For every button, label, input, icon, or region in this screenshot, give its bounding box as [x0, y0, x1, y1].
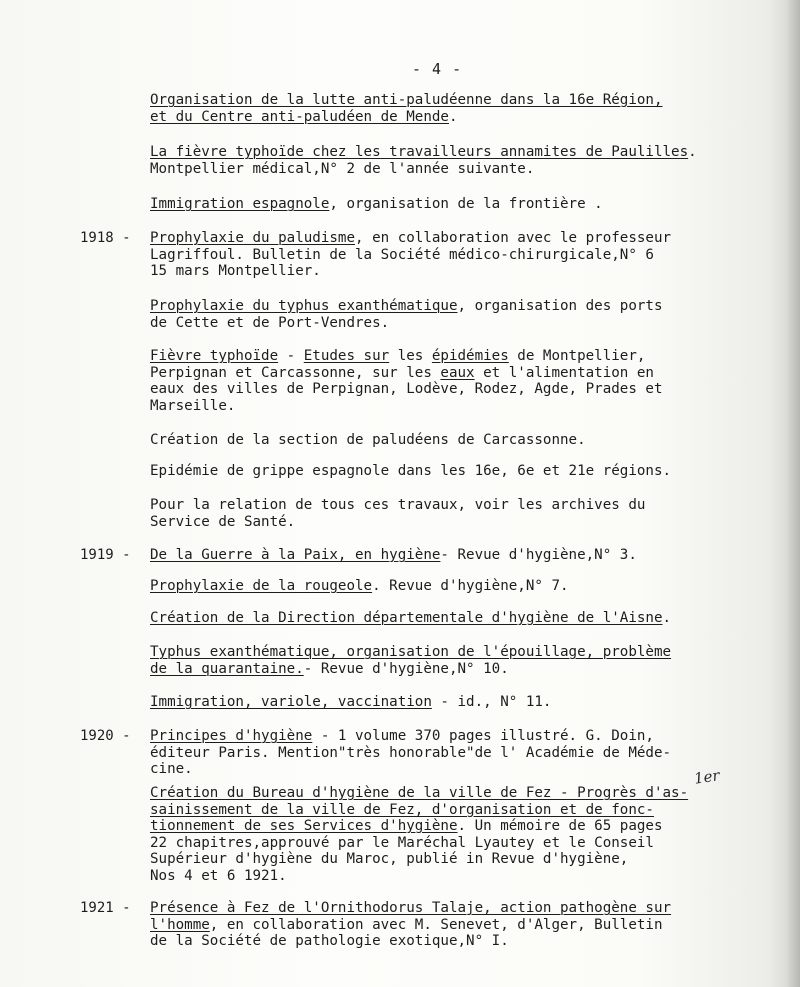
plain-text: , organisation de la frontière . — [329, 196, 603, 212]
underlined-title: Organisation de la lutte anti-paludéenne dans la 16e Région, — [150, 92, 663, 108]
text-line — [150, 694, 765, 711]
text-line — [150, 802, 765, 819]
underlined-title: de la quarantaine. — [150, 660, 304, 677]
entry-year: 1921 - — [80, 900, 131, 916]
text-line — [150, 109, 765, 126]
underlined-title: sainissement de la ville de Fez, d'organisation et de fonc- — [150, 801, 654, 818]
text-line — [150, 263, 765, 280]
plain-text: Montpellier médical,N° 2 de l'année suivante. — [150, 160, 535, 177]
underlined-title: l'homme — [150, 916, 210, 933]
plain-text: de la Société de pathologie exotique,N° I. — [150, 933, 509, 949]
plain-text: Nos 4 et 6 1921. — [150, 867, 287, 884]
text-line — [150, 196, 765, 213]
plain-text: de Montpellier, — [508, 348, 646, 364]
entry-text — [150, 644, 765, 677]
underlined-title: et du Centre anti-paludéen de Mende — [150, 108, 449, 125]
entry-text — [150, 298, 765, 331]
underlined-title: Typhus exanthématique, organisation de l'épouillage, problème — [150, 644, 672, 660]
text-line — [150, 761, 765, 778]
underlined-title: Prophylaxie de la rougeole — [150, 578, 373, 594]
underlined-title: Fièvre typhoïde — [150, 348, 279, 364]
text-line — [150, 578, 765, 595]
page-edge-shadow — [786, 0, 800, 987]
text-line — [150, 818, 765, 835]
entry-text — [150, 547, 765, 564]
entry-text — [150, 694, 765, 711]
plain-text: éditeur Paris. Mention"très honorable"de l' Académie de Méde- — [150, 744, 672, 761]
text-line — [150, 900, 765, 917]
plain-text: . — [662, 610, 672, 626]
underlined-title: De la Guerre à la Paix, en hygiène — [150, 547, 441, 563]
underlined-title: eaux — [440, 364, 475, 381]
plain-text: et l'alimentation en — [474, 364, 654, 381]
text-line — [150, 497, 765, 514]
text-line — [150, 851, 765, 868]
underlined-title: épidémies — [431, 348, 509, 364]
text-line — [150, 917, 765, 934]
text-line — [150, 161, 765, 178]
plain-text: Création de la section de paludéens de Carcassonne. — [150, 432, 586, 448]
plain-text: Epidémie de grippe espagnole dans les 16e, 6e et 21e régions. — [150, 463, 672, 479]
plain-text: Pour la relation de tous ces travaux, voir les archives du — [150, 497, 646, 513]
plain-text: . — [448, 108, 458, 125]
text-line — [150, 230, 765, 247]
entry-text — [150, 196, 765, 213]
plain-text: Service de Santé. — [150, 513, 296, 530]
text-line — [150, 315, 765, 332]
plain-text: cine. — [150, 761, 193, 777]
text-line — [150, 432, 765, 449]
plain-text: Marseille. — [150, 397, 236, 414]
text-line — [150, 463, 765, 480]
underlined-title: tionnement de ses Services d'hygiène — [150, 818, 458, 834]
underlined-title: Immigration, variole, vaccination — [150, 694, 432, 710]
underlined-title: Etudes sur — [303, 348, 390, 364]
plain-text: - 1 volume 370 pages illustré. G. Doin, — [312, 728, 654, 744]
text-line — [150, 381, 765, 398]
text-line — [150, 298, 765, 315]
text-line — [150, 547, 765, 564]
plain-text: Perpignan et Carcassonne, sur les — [150, 364, 441, 381]
underlined-title: Prophylaxie du typhus exanthématique — [150, 298, 458, 314]
entry-year: 1919 - — [80, 547, 131, 563]
text-line — [150, 398, 765, 415]
entry-text — [150, 497, 765, 530]
underlined-title: Prophylaxie du paludisme — [150, 230, 355, 246]
underlined-title: Présence à Fez de l'Ornithodorus Talaje, action pathogène sur — [150, 900, 672, 916]
plain-text: - Revue d'hygiène,N° 10. — [303, 660, 509, 677]
text-line — [150, 933, 765, 950]
plain-text: - id., N° 11. — [431, 694, 552, 710]
plain-text: . — [688, 144, 697, 160]
plain-text: , en collaboration avec M. Senevet, d'Alger, Bulletin — [209, 916, 663, 933]
entry-text — [150, 728, 765, 778]
entry-text — [150, 578, 765, 595]
entry-year: 1918 - — [80, 230, 131, 246]
text-line — [150, 514, 765, 531]
plain-text: - Revue d'hygiène,N° 3. — [440, 547, 637, 563]
entry-text — [150, 92, 765, 125]
text-line — [150, 644, 765, 661]
text-line — [150, 144, 765, 161]
plain-text: , organisation des ports — [457, 298, 663, 314]
entry-text — [150, 348, 765, 414]
plain-text: . Un mémoire de 65 pages — [457, 818, 663, 834]
underlined-title: Création de la Direction départementale d'hygiène de l'Aisne — [150, 610, 663, 626]
entry-text — [150, 900, 765, 950]
plain-text: - — [278, 348, 304, 364]
text-line — [150, 92, 765, 109]
plain-text: eaux des villes de Perpignan, Lodève, Rodez, Agde, Prades et — [150, 381, 663, 397]
plain-text: 15 mars Montpellier. — [150, 263, 321, 279]
text-line — [150, 661, 765, 678]
entry-text — [150, 463, 765, 480]
text-line — [150, 247, 765, 264]
plain-text: Lagriffoul. Bulletin de la Société médico-chirurgicale,N° 6 — [150, 246, 654, 263]
text-line — [150, 868, 765, 885]
text-line — [150, 835, 765, 852]
text-line — [150, 745, 765, 762]
entry-text — [150, 785, 765, 884]
text-line — [150, 610, 765, 627]
plain-text: 22 chapitres,approuvé par le Maréchal Lyautey et le Conseil — [150, 834, 654, 851]
text-line — [150, 728, 765, 745]
entry-text — [150, 230, 765, 280]
text-line — [150, 348, 765, 365]
text-line — [150, 785, 765, 802]
entry-text — [150, 144, 765, 177]
entry-year: 1920 - — [80, 728, 131, 744]
plain-text: Supérieur d'hygiène du Maroc, publié in Revue d'hygiène, — [150, 851, 629, 867]
plain-text: , en collaboration avec le professeur — [355, 230, 672, 246]
entry-text — [150, 432, 765, 449]
page-number: - 4 - — [412, 60, 463, 78]
handwritten-margin-note: 1er — [692, 766, 721, 788]
entry-text — [150, 610, 765, 627]
plain-text: les — [389, 348, 432, 364]
underlined-title: Principes d'hygiène — [150, 728, 313, 744]
underlined-title: Création du Bureau d'hygiène de la ville de Fez - Progrès d'as- — [150, 785, 689, 801]
plain-text: . Revue d'hygiène,N° 7. — [372, 578, 569, 594]
underlined-title: La fièvre typhoïde chez les travailleurs annamites de Paulilles — [150, 144, 689, 160]
underlined-title: Immigration espagnole — [150, 196, 330, 212]
plain-text: de Cette et de Port-Vendres. — [150, 314, 390, 331]
text-line — [150, 365, 765, 382]
